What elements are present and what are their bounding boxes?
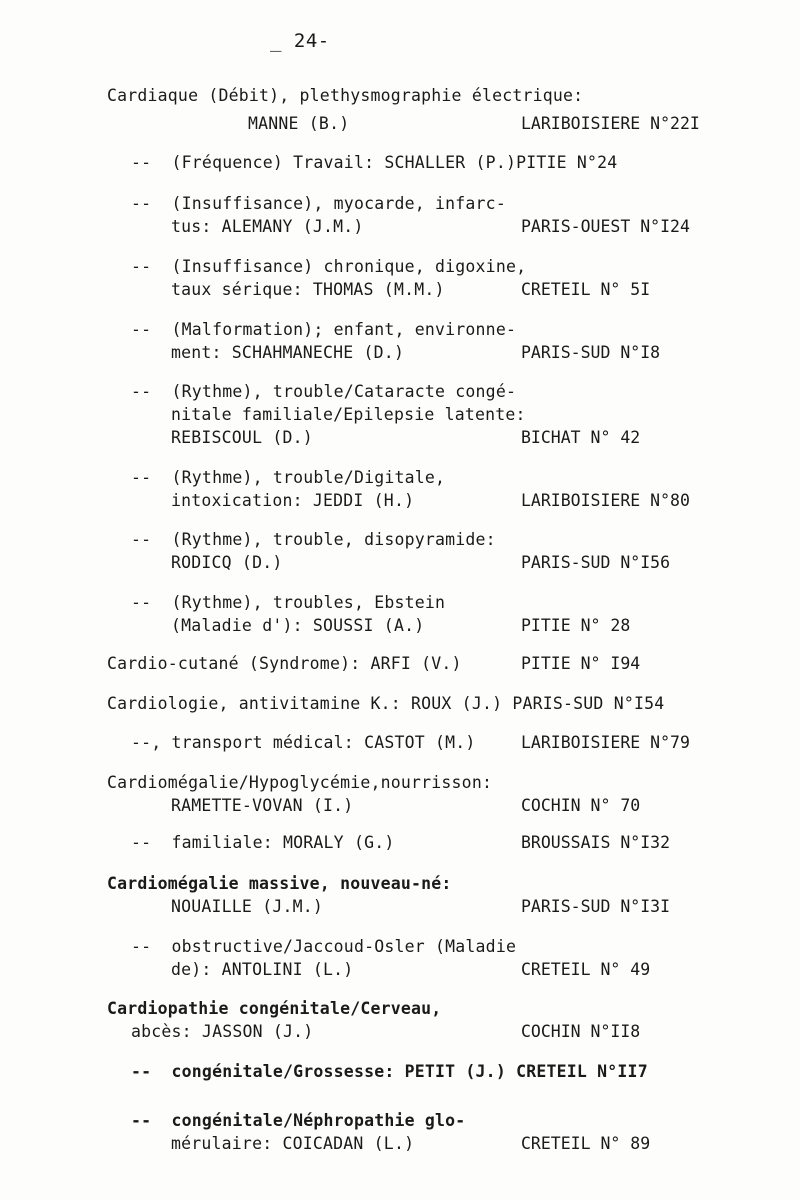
entry-line: RAMETTE-VOVAN (I.) xyxy=(171,796,354,815)
entry-source: LARIBOISIERE N°80 xyxy=(521,491,690,510)
entry-source: LARIBOISIERE N°79 xyxy=(521,733,690,752)
entry-source: PITIE N° 28 xyxy=(521,616,631,635)
entry-line: -- (Fréquence) Travail: SCHALLER (P.)PITIE N°24 xyxy=(131,153,618,172)
entry-line: RODICQ (D.) xyxy=(171,553,283,572)
entry-source: BROUSSAIS N°I32 xyxy=(521,833,671,852)
entry-source: COCHIN N° 70 xyxy=(521,796,641,815)
entry-line: -- (Insuffisance) chronique, digoxine, xyxy=(131,257,527,276)
entry-line: -- (Malformation); enfant, environne- xyxy=(131,320,517,339)
entry-line: -- obstructive/Jaccoud-Osler (Maladie xyxy=(131,937,517,956)
entry-line: Cardiologie, antivitamine K.: ROUX (J.) PARIS-SUD N°I54 xyxy=(107,694,665,713)
entry-line: REBISCOUL (D.) xyxy=(171,428,313,447)
entry-line: -- (Rythme), trouble, disopyramide: xyxy=(131,530,496,549)
entry-line: de): ANTOLINI (L.) xyxy=(171,960,354,979)
entry-line: MANNE (B.) xyxy=(248,114,350,133)
entry-line: -- (Rythme), troubles, Ebstein xyxy=(131,593,446,612)
entry-line: mérulaire: COICADAN (L.) xyxy=(171,1134,415,1153)
entry-line: (Maladie d'): SOUSSI (A.) xyxy=(171,616,425,635)
entry-line: tus: ALEMANY (J.M.) xyxy=(171,217,364,236)
entry-source: PARIS-OUEST N°I24 xyxy=(521,217,690,236)
entry-line: -- (Rythme), trouble/Cataracte congé- xyxy=(131,382,517,401)
entry-line: -- (Rythme), trouble/Digitale, xyxy=(131,468,446,487)
entry-line: --, transport médical: CASTOT (M.) xyxy=(131,733,476,752)
entry-source: CRETEIL N° 5I xyxy=(521,280,651,299)
entry-source: COCHIN N°II8 xyxy=(521,1022,641,1041)
entry-source: PARIS-SUD N°I8 xyxy=(521,343,661,362)
entry-source: CRETEIL N° 49 xyxy=(521,960,651,979)
entry-line: NOUAILLE (J.M.) xyxy=(171,897,324,916)
entry-line: Cardiaque (Débit), plethysmographie électrique: xyxy=(107,86,584,105)
entry-line: Cardiomégalie massive, nouveau-né: xyxy=(107,874,452,893)
entry-line: Cardiomégalie/Hypoglycémie,nourrisson: xyxy=(107,773,493,792)
entry-line: ment: SCHAHMANECHE (D.) xyxy=(171,343,405,362)
entry-line: Cardiopathie congénitale/Cerveau, xyxy=(107,999,442,1018)
entry-line: -- (Insuffisance), myocarde, infarc- xyxy=(131,194,506,213)
entry-line: abcès: JASSON (J.) xyxy=(131,1022,314,1041)
entry-line: -- familiale: MORALY (G.) xyxy=(131,833,395,852)
entry-line: -- congénitale/Néphropathie glo- xyxy=(131,1111,466,1130)
entry-line: -- congénitale/Grossesse: PETIT (J.) CRETEIL N°II7 xyxy=(131,1062,648,1081)
entry-line: taux sérique: THOMAS (M.M.) xyxy=(171,280,445,299)
entry-line: nitale familiale/Epilepsie latente: xyxy=(171,405,526,424)
entry-line: intoxication: JEDDI (H.) xyxy=(171,491,415,510)
entry-line: Cardio-cutané (Syndrome): ARFI (V.) xyxy=(107,654,462,673)
entry-source: CRETEIL N° 89 xyxy=(521,1134,651,1153)
page-number: _ 24- xyxy=(270,30,330,52)
entry-source: PARIS-SUD N°I3I xyxy=(521,897,671,916)
entry-source: PARIS-SUD N°I56 xyxy=(521,553,671,572)
entry-source: PITIE N° I94 xyxy=(521,654,641,673)
entry-source: LARIBOISIERE N°22I xyxy=(521,114,700,133)
entry-source: BICHAT N° 42 xyxy=(521,428,641,447)
